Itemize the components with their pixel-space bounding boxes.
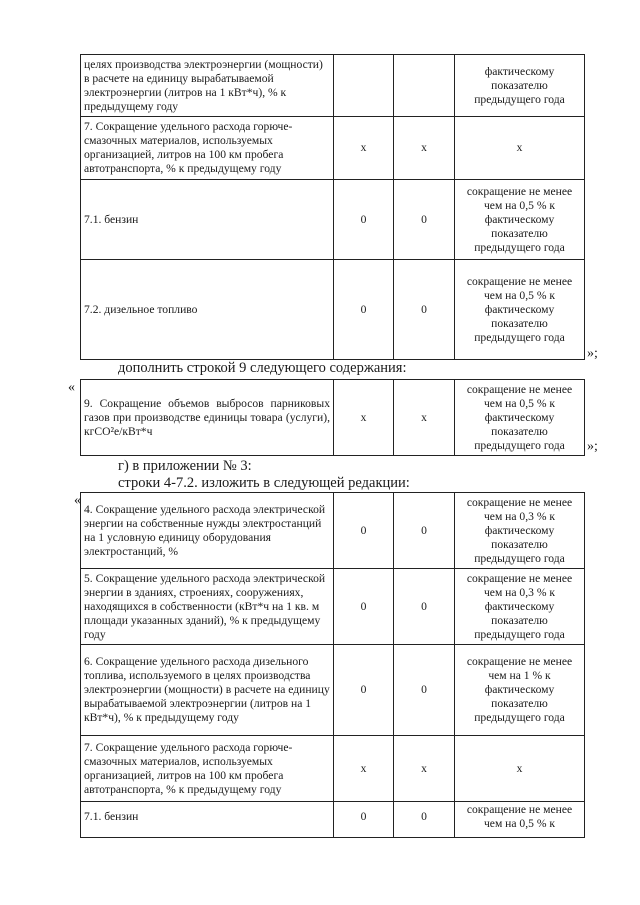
row-target: сокращение не менее чем на 0,3 % к фактическому показателю предыдущего года [455, 493, 585, 569]
closing-quote: »; [587, 346, 598, 361]
row-target: сокращение не менее чем на 1 % к фактическому показателю предыдущего года [455, 645, 585, 736]
row-target: сокращение не менее чем на 0,5 % к [455, 802, 585, 838]
row-value-1 [334, 55, 394, 117]
table-rows-4-7 [80, 492, 585, 838]
row-description: 7.1. бензин [81, 180, 334, 260]
table-row [81, 117, 585, 180]
row-value-2: x [394, 117, 455, 180]
row-value-2: x [394, 736, 455, 802]
row-value-2: 0 [394, 493, 455, 569]
row-description: 7.1. бензин [81, 802, 334, 838]
row-description: 6. Сокращение удельного расхода дизельного топлива, используемого в целях производства электроэнергии (мощности) в расчете на единицу вырабатываемой электроэнергии (литров на 1 кВт*ч), % к предыдущему году [81, 645, 334, 736]
table-row [81, 55, 585, 117]
row-target: фактическому показателю предыдущего года [455, 55, 585, 117]
row-description: 4. Сокращение удельного расхода электрической энергии на собственные нужды электростанций на 1 условную единицу оборудования электростанций, % [81, 493, 334, 569]
row-value-1: 0 [334, 645, 394, 736]
table-row [81, 645, 585, 736]
row-description: 7. Сокращение удельного расхода горюче-смазочных материалов, используемых организацией, литров на 100 км пробега автотранспорта, % к предыдущему году [81, 117, 334, 180]
instruction-rows-edit: строки 4-7.2. изложить в следующей редакции: [118, 475, 410, 491]
table-row [81, 802, 585, 838]
row-description: 5. Сокращение удельного расхода электрической энергии в зданиях, строениях, сооружениях, находящихся в собственности (кВт*ч на 1 кв. м площади указанных зданий), % к предыдущему году [81, 569, 334, 645]
row-target: x [455, 117, 585, 180]
table-row [81, 260, 585, 360]
row-value-1: 0 [334, 493, 394, 569]
table-continuation [80, 54, 585, 360]
table-row [81, 180, 585, 260]
table-row [81, 736, 585, 802]
row-description: целях производства электроэнергии (мощности) в расчете на единицу вырабатываемой электроэнергии (литров на 1 кВт*ч), % к предыдущему году [81, 55, 334, 117]
row-description: 7. Сокращение удельного расхода горюче-смазочных материалов, используемых организацией, литров на 100 км пробега автотранспорта, % к предыдущему году [81, 736, 334, 802]
instruction-add-row-9: дополнить строкой 9 следующего содержания: [118, 360, 407, 376]
row-value-2: 0 [394, 180, 455, 260]
row-target: сокращение не менее чем на 0,5 % к фактическому показателю предыдущего года [455, 380, 585, 456]
row-value-2: 0 [394, 569, 455, 645]
row-target: сокращение не менее чем на 0,3 % к фактическому показателю предыдущего года [455, 569, 585, 645]
row-value-2 [394, 55, 455, 117]
row-value-1: 0 [334, 180, 394, 260]
closing-quote: »; [587, 439, 598, 454]
row-target: сокращение не менее чем на 0,5 % к фактическому показателю предыдущего года [455, 180, 585, 260]
opening-quote: « [74, 493, 81, 508]
table-row [81, 493, 585, 569]
row-value-1: 0 [334, 260, 394, 360]
row-value-1: 0 [334, 802, 394, 838]
row-value-1: x [334, 380, 394, 456]
row-target: x [455, 736, 585, 802]
row-description: 9. Сокращение объемов выбросов парниковых газов при производстве единицы товара (услуги), кгСО²е/кВт*ч [81, 380, 334, 456]
row-target: сокращение не менее чем на 0,5 % к фактическому показателю предыдущего года [455, 260, 585, 360]
row-value-1: 0 [334, 569, 394, 645]
instruction-appendix-3: г) в приложении № 3: [118, 458, 252, 474]
row-value-2: 0 [394, 802, 455, 838]
table-row [81, 569, 585, 645]
row-description: 7.2. дизельное топливо [81, 260, 334, 360]
row-value-2: x [394, 380, 455, 456]
table-row-9 [80, 379, 585, 456]
row-value-2: 0 [394, 260, 455, 360]
opening-quote: « [68, 380, 75, 395]
row-value-1: x [334, 117, 394, 180]
row-value-1: x [334, 736, 394, 802]
table-row [81, 380, 585, 456]
row-value-2: 0 [394, 645, 455, 736]
